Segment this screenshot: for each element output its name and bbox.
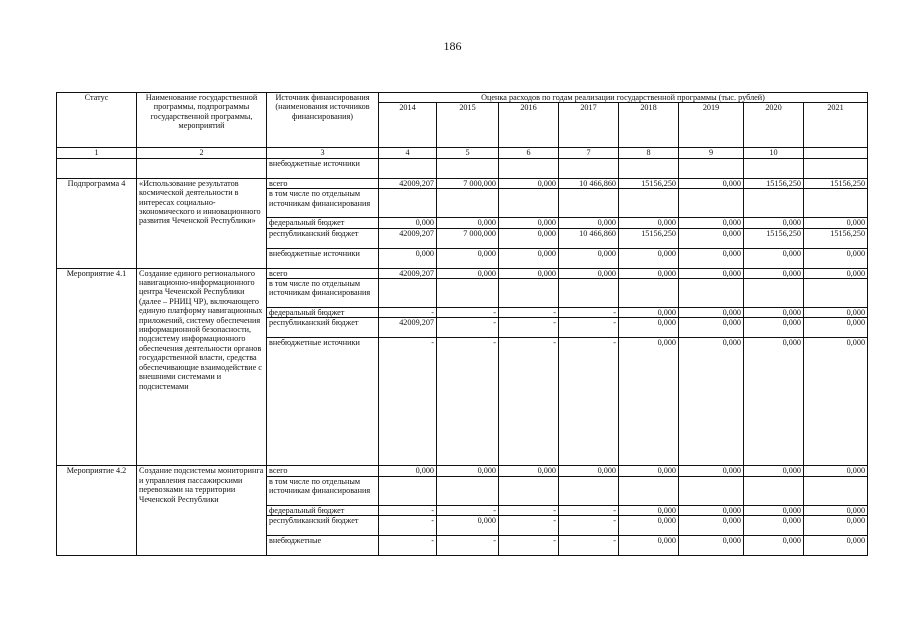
header-year: 2018	[619, 103, 679, 148]
value-cell: 10 466,860	[559, 178, 619, 188]
value-cell: 0,000	[619, 505, 679, 515]
name-cell: «Использование результатов космической деятельности в интересах социально-экономического и инновационного развития Чеченской Республики»	[137, 178, 267, 268]
value-cell: 0,000	[619, 466, 679, 476]
value-cell: 0,000	[679, 466, 744, 476]
source-cell: республиканский бюджет	[267, 318, 379, 338]
header-year: 2020	[744, 103, 804, 148]
value-cell: -	[559, 308, 619, 318]
column-index: 7	[559, 148, 619, 158]
value-cell: 0,000	[744, 308, 804, 318]
value-cell: 7 000,000	[437, 228, 499, 248]
table-body	[57, 158, 868, 555]
value-cell: -	[499, 308, 559, 318]
value-cell	[437, 476, 499, 505]
value-cell: -	[499, 318, 559, 338]
source-cell: федеральный бюджет	[267, 218, 379, 228]
source-cell: внебюджетные источники	[267, 338, 379, 466]
value-cell: -	[559, 536, 619, 556]
name-cell	[137, 158, 267, 178]
value-cell: -	[559, 338, 619, 466]
value-cell: 0,000	[437, 466, 499, 476]
value-cell	[619, 189, 679, 218]
value-cell: 0,000	[679, 248, 744, 268]
header-year: 2016	[499, 103, 559, 148]
value-cell	[804, 158, 868, 178]
value-cell	[437, 279, 499, 308]
value-cell: 0,000	[744, 466, 804, 476]
value-cell	[379, 476, 437, 505]
name-cell: Создание единого регионального навигационно-информационного центра Чеченской Республики (далее – РНИЦ ЧР), включающего единую платформу навигационных приложений, систему обеспечения информационной безопасности, подсистему информационного обеспечения деятельности органов государственной власти, средства обеспечивающие взаимодействие с внешними системами и подсистемами	[137, 268, 267, 466]
value-cell: 15156,250	[804, 178, 868, 188]
column-index: 9	[679, 148, 744, 158]
value-cell: 0,000	[559, 466, 619, 476]
value-cell: -	[437, 536, 499, 556]
value-cell: 0,000	[379, 248, 437, 268]
value-cell: -	[499, 505, 559, 515]
value-cell: 0,000	[744, 248, 804, 268]
value-cell: 0,000	[744, 318, 804, 338]
value-cell: 0,000	[679, 178, 744, 188]
source-cell: внебюджетные источники	[267, 158, 379, 178]
source-cell: внебюджетные	[267, 536, 379, 556]
value-cell: 42009,207	[379, 268, 437, 278]
value-cell: 0,000	[619, 218, 679, 228]
header-name: Наименование государственной программы, подпрограммы государственной программы, мероприятий	[137, 93, 267, 148]
table-row	[57, 466, 868, 476]
value-cell: -	[379, 516, 437, 536]
page-number: 186	[443, 39, 462, 53]
value-cell: 0,000	[379, 218, 437, 228]
value-cell: 0,000	[804, 318, 868, 338]
status-cell: Подпрограмма 4	[57, 178, 137, 268]
value-cell: 7 000,000	[437, 178, 499, 188]
value-cell: 0,000	[744, 338, 804, 466]
value-cell	[679, 158, 744, 178]
value-cell: 0,000	[499, 248, 559, 268]
value-cell: 42009,207	[379, 228, 437, 248]
value-cell	[619, 158, 679, 178]
column-index: 3	[267, 148, 379, 158]
value-cell: 0,000	[619, 308, 679, 318]
column-index: 6	[499, 148, 559, 158]
value-cell	[379, 189, 437, 218]
value-cell: 0,000	[804, 308, 868, 318]
value-cell	[437, 189, 499, 218]
status-cell	[57, 158, 137, 178]
table-row	[57, 268, 868, 278]
value-cell: 42009,207	[379, 178, 437, 188]
header-year: 2014	[379, 103, 437, 148]
value-cell: 0,000	[804, 466, 868, 476]
header-year: 2017	[559, 103, 619, 148]
value-cell	[499, 279, 559, 308]
value-cell: 0,000	[619, 516, 679, 536]
value-cell: 15156,250	[619, 228, 679, 248]
value-cell: -	[559, 505, 619, 515]
source-cell: в том числе по отдельным источникам финансирования	[267, 189, 379, 218]
value-cell: 0,000	[679, 228, 744, 248]
source-cell: всего	[267, 466, 379, 476]
source-cell: в том числе по отдельным источникам финансирования	[267, 476, 379, 505]
value-cell	[679, 476, 744, 505]
value-cell: -	[437, 505, 499, 515]
value-cell: 0,000	[499, 178, 559, 188]
value-cell: 0,000	[559, 268, 619, 278]
value-cell: 15156,250	[619, 178, 679, 188]
value-cell	[559, 279, 619, 308]
value-cell: 0,000	[804, 505, 868, 515]
value-cell: 0,000	[619, 536, 679, 556]
value-cell	[559, 158, 619, 178]
value-cell	[379, 158, 437, 178]
header-source: Источник финансирования (наименования источников финансирования)	[267, 93, 379, 148]
value-cell: 0,000	[744, 218, 804, 228]
column-index	[804, 148, 868, 158]
value-cell: 0,000	[679, 318, 744, 338]
value-cell	[804, 476, 868, 505]
source-cell: внебюджетные источники	[267, 248, 379, 268]
value-cell: 10 466,860	[559, 228, 619, 248]
value-cell: 0,000	[804, 218, 868, 228]
value-cell: -	[437, 318, 499, 338]
value-cell	[619, 279, 679, 308]
header-status: Статус	[57, 93, 137, 148]
column-index: 5	[437, 148, 499, 158]
value-cell	[559, 476, 619, 505]
name-cell: Создание подсистемы мониторинга и управления пассажирскими перевозками на территории Чеченской Республики	[137, 466, 267, 556]
value-cell: 0,000	[679, 536, 744, 556]
value-cell: 0,000	[679, 308, 744, 318]
value-cell: -	[437, 308, 499, 318]
value-cell: -	[379, 338, 437, 466]
value-cell: 0,000	[804, 268, 868, 278]
value-cell	[804, 279, 868, 308]
value-cell	[744, 158, 804, 178]
value-cell: 0,000	[619, 268, 679, 278]
value-cell: 0,000	[744, 268, 804, 278]
value-cell	[437, 158, 499, 178]
value-cell: 42009,207	[379, 318, 437, 338]
value-cell	[379, 279, 437, 308]
value-cell	[559, 189, 619, 218]
source-cell: федеральный бюджет	[267, 505, 379, 515]
source-cell: республиканский бюджет	[267, 516, 379, 536]
source-cell: республиканский бюджет	[267, 228, 379, 248]
value-cell: 0,000	[679, 505, 744, 515]
value-cell	[499, 189, 559, 218]
value-cell: 0,000	[744, 536, 804, 556]
value-cell: 0,000	[559, 218, 619, 228]
source-cell: федеральный бюджет	[267, 308, 379, 318]
value-cell: 0,000	[804, 516, 868, 536]
header-year: 2015	[437, 103, 499, 148]
source-cell: всего	[267, 178, 379, 188]
value-cell	[744, 279, 804, 308]
value-cell: 0,000	[437, 268, 499, 278]
value-cell: 0,000	[499, 228, 559, 248]
value-cell	[744, 189, 804, 218]
value-cell: 15156,250	[744, 228, 804, 248]
source-cell: в том числе по отдельным источникам финансирования	[267, 279, 379, 308]
header-year: 2019	[679, 103, 744, 148]
value-cell	[679, 279, 744, 308]
status-cell: Мероприятие 4.2	[57, 466, 137, 556]
value-cell: 0,000	[744, 516, 804, 536]
value-cell: 0,000	[804, 338, 868, 466]
value-cell: -	[559, 516, 619, 536]
value-cell: 0,000	[679, 516, 744, 536]
value-cell: 0,000	[437, 218, 499, 228]
value-cell: 0,000	[379, 466, 437, 476]
column-index: 10	[744, 148, 804, 158]
value-cell: 0,000	[679, 268, 744, 278]
value-cell: 15156,250	[804, 228, 868, 248]
value-cell: 0,000	[619, 318, 679, 338]
value-cell: -	[379, 505, 437, 515]
value-cell: 0,000	[499, 268, 559, 278]
carry-over-row	[57, 158, 868, 178]
value-cell: -	[499, 338, 559, 466]
table-row	[57, 178, 868, 188]
value-cell: 15156,250	[744, 178, 804, 188]
value-cell: -	[437, 338, 499, 466]
value-cell: 0,000	[679, 218, 744, 228]
value-cell: 0,000	[619, 248, 679, 268]
column-index: 8	[619, 148, 679, 158]
header-estimate: Оценка расходов по годам реализации государственной программы (тыс. рублей)	[379, 93, 868, 103]
value-cell: 0,000	[804, 536, 868, 556]
value-cell: 0,000	[559, 248, 619, 268]
value-cell: -	[379, 308, 437, 318]
value-cell	[744, 476, 804, 505]
value-cell	[679, 189, 744, 218]
value-cell	[804, 189, 868, 218]
value-cell: -	[379, 536, 437, 556]
budget-table	[56, 92, 868, 556]
value-cell: 0,000	[804, 248, 868, 268]
value-cell: 0,000	[619, 338, 679, 466]
status-cell: Мероприятие 4.1	[57, 268, 137, 466]
value-cell	[499, 158, 559, 178]
value-cell: 0,000	[437, 516, 499, 536]
value-cell: -	[559, 318, 619, 338]
value-cell: 0,000	[499, 218, 559, 228]
value-cell	[619, 476, 679, 505]
value-cell: -	[499, 536, 559, 556]
value-cell: 0,000	[744, 505, 804, 515]
value-cell: 0,000	[499, 466, 559, 476]
header-year: 2021	[804, 103, 868, 148]
value-cell: 0,000	[679, 338, 744, 466]
column-index: 4	[379, 148, 437, 158]
value-cell	[499, 476, 559, 505]
column-index: 2	[137, 148, 267, 158]
column-index: 1	[57, 148, 137, 158]
source-cell: всего	[267, 268, 379, 278]
value-cell: -	[499, 516, 559, 536]
value-cell: 0,000	[437, 248, 499, 268]
